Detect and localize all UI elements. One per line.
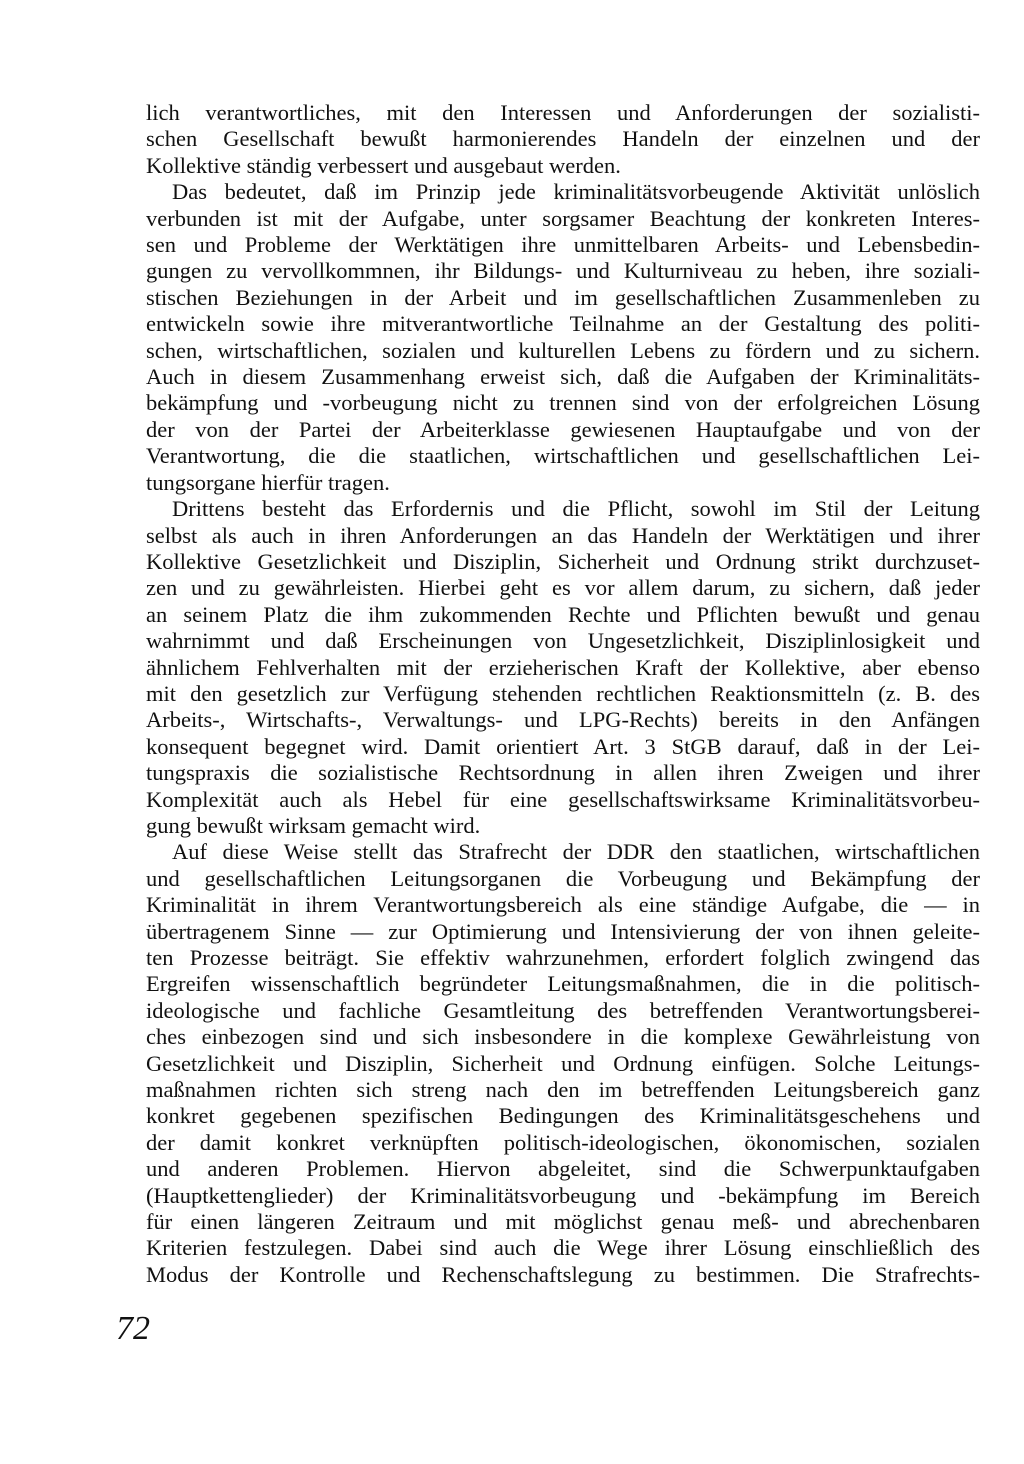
text-line: Arbeits-, Wirtschafts-, Verwaltungs- und LPG-Rechts) bereits in den Anfängen <box>146 707 980 733</box>
page-body <box>146 100 980 1288</box>
text-line: ähnlichem Fehlverhalten mit der erzieherischen Kraft der Kollektive, aber ebenso <box>146 654 980 680</box>
text-line: zen und zu gewährleisten. Hierbei geht es vor allem darum, zu sichern, daß jeder <box>146 575 980 601</box>
text-line: wahrnimmt und daß Erscheinungen von Ungesetzlichkeit, Disziplinlosigkeit und <box>146 628 980 654</box>
text-line: Auf diese Weise stellt das Strafrecht der DDR den staatlichen, wirtschaftlichen <box>172 839 980 865</box>
text-line: mit den gesetzlich zur Verfügung stehenden rechtlichen Reaktionsmitteln (z. B. des <box>146 680 980 706</box>
text-line: tungsorgane hierfür tragen. <box>146 469 390 495</box>
text-line: stischen Beziehungen in der Arbeit und im gesellschaftlichen Zusammenleben zu <box>146 284 980 310</box>
text-line: konsequent begegnet wird. Damit orientiert Art. 3 StGB darauf, daß in der Lei- <box>146 733 980 759</box>
text-line: schen Gesellschaft bewußt harmonierendes Handeln der einzelnen und der <box>146 126 980 152</box>
text-line: an seinem Platz die ihm zukommenden Rechte und Pflichten bewußt und genau <box>146 601 980 627</box>
text-line: verbunden ist mit der Aufgabe, unter sorgsamer Beachtung der konkreten Interes- <box>146 205 980 231</box>
text-line: ches einbezogen sind und sich insbesondere in die komplexe Gewährleistung von <box>146 1024 980 1050</box>
text-line: Modus der Kontrolle und Rechenschaftslegung zu bestimmen. Die Strafrechts- <box>146 1261 980 1287</box>
text-line: tungspraxis die sozialistische Rechtsordnung in allen ihren Zweigen und ihrer <box>146 760 980 786</box>
text-line: Auch in diesem Zusammenhang erweist sich, daß die Aufgaben der Kriminalitäts- <box>146 364 980 390</box>
text-line: Drittens besteht das Erfordernis und die Pflicht, sowohl im Stil der Leitung <box>172 496 980 522</box>
text-line: und gesellschaftlichen Leitungsorganen die Vorbeugung und Bekämpfung der <box>146 865 980 891</box>
text-line: ideologische und fachliche Gesamtleitung des betreffenden Verantwortungsberei- <box>146 997 980 1023</box>
text-line: Komplexität auch als Hebel für eine gesellschaftswirksame Kriminalitätsvorbeu- <box>146 786 980 812</box>
text-line: Das bedeutet, daß im Prinzip jede kriminalitätsvorbeugende Aktivität unlöslich <box>172 179 980 205</box>
text-line: schen, wirtschaftlichen, sozialen und kulturellen Lebens zu fördern und zu sichern. <box>146 337 980 363</box>
page-number: 72 <box>116 1310 150 1347</box>
text-line: bekämpfung und -vorbeugung nicht zu trennen sind von der erfolgreichen Lösung <box>146 390 980 416</box>
paragraph-2 <box>146 179 980 496</box>
text-line: Gesetzlichkeit und Disziplin, Sicherheit und Ordnung einfügen. Solche Leitungs- <box>146 1050 980 1076</box>
text-line: Kriterien festzulegen. Dabei sind auch die Wege ihrer Lösung einschließlich des <box>146 1235 980 1261</box>
text-line: Kriminalität in ihrem Verantwortungsbereich als eine ständige Aufgabe, die — in <box>146 892 980 918</box>
text-line: (Hauptkettenglieder) der Kriminalitätsvorbeugung und -bekämpfung im Bereich <box>146 1182 980 1208</box>
text-line: Verantwortung, die die staatlichen, wirtschaftlichen und gesellschaftlichen Lei- <box>146 443 980 469</box>
text-line: sen und Probleme der Werktätigen ihre unmittelbaren Arbeits- und Lebensbedin- <box>146 232 980 258</box>
text-line: der damit konkret verknüpften politisch-ideologischen, ökonomischen, sozialen <box>146 1129 980 1155</box>
text-line: für einen längeren Zeitraum und mit möglichst genau meß- und abrechenbaren <box>146 1209 980 1235</box>
text-line: lich verantwortliches, mit den Interessen und Anforderungen der sozialisti- <box>146 100 980 125</box>
paragraph-3 <box>146 496 980 839</box>
paragraph-1 <box>146 100 980 179</box>
text-line: maßnahmen richten sich streng nach den im betreffenden Leitungsbereich ganz <box>146 1077 980 1103</box>
text-line: konkret gegebenen spezifischen Bedingungen des Kriminalitätsgeschehens und <box>146 1103 980 1129</box>
text-line: der von der Partei der Arbeiterklasse gewiesenen Hauptaufgabe und von der <box>146 416 980 442</box>
text-line: entwickeln sowie ihre mitverantwortliche Teilnahme an der Gestaltung des politi- <box>146 311 980 337</box>
text-line: übertragenem Sinne — zur Optimierung und Intensivierung der von ihnen geleite- <box>146 918 980 944</box>
text-line: Kollektive Gesetzlichkeit und Disziplin, Sicherheit und Ordnung strikt durchzuset- <box>146 548 980 574</box>
text-line: gung bewußt wirksam gemacht wird. <box>146 812 481 838</box>
text-line: und anderen Problemen. Hiervon abgeleitet, sind die Schwerpunktaufgaben <box>146 1156 980 1182</box>
paragraph-4 <box>146 839 980 1288</box>
text-line: ten Prozesse beiträgt. Sie effektiv wahrzunehmen, erfordert folglich zwingend das <box>146 945 980 970</box>
text-line: gungen zu vervollkommnen, ihr Bildungs- und Kulturniveau zu heben, ihre soziali- <box>146 258 980 284</box>
text-line: Ergreifen wissenschaftlich begründeter Leitungsmaßnahmen, die in die politisch- <box>146 971 980 997</box>
text-line: Kollektive ständig verbessert und ausgebaut werden. <box>146 152 621 178</box>
text-line: selbst als auch in ihren Anforderungen an das Handeln der Werktätigen und ihrer <box>146 522 980 548</box>
